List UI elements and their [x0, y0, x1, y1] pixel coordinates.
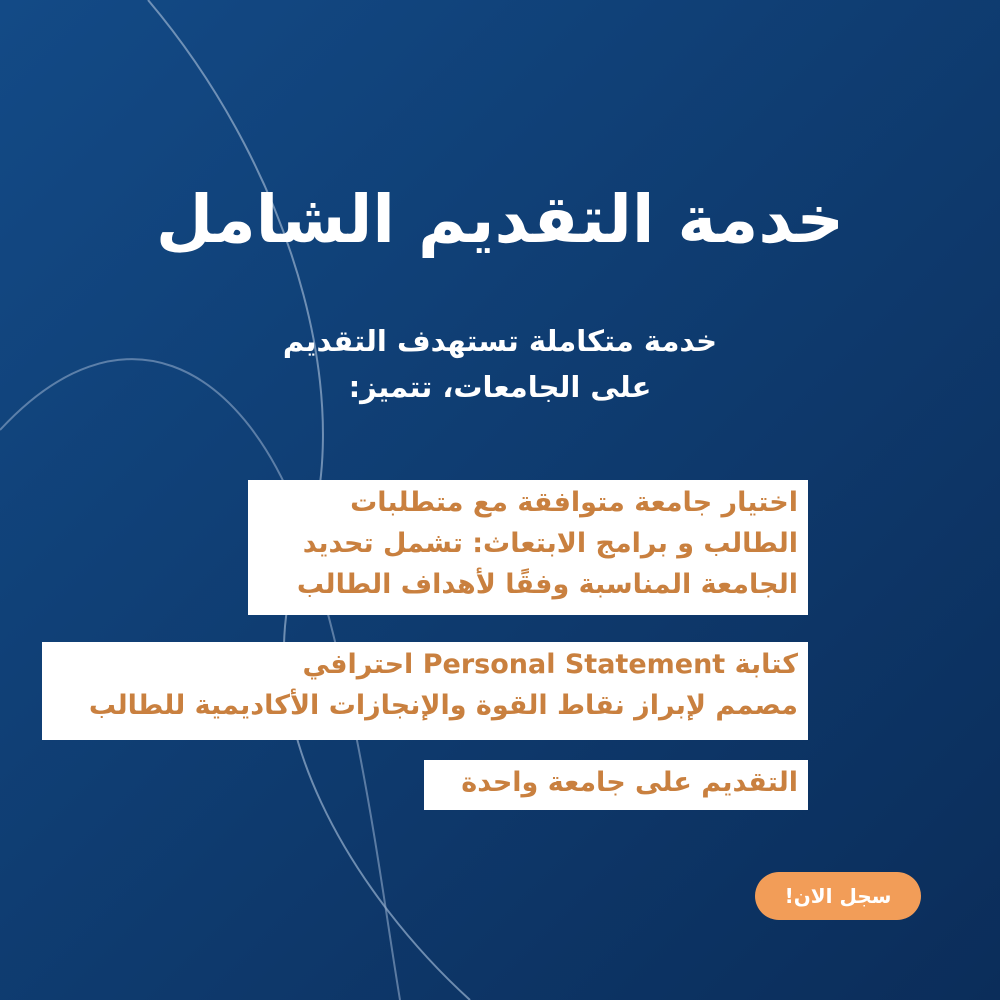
register-now-button[interactable]: سجل الان! — [755, 872, 921, 920]
page-title: خدمة التقديم الشامل — [155, 181, 845, 258]
subtitle — [0, 318, 1000, 410]
feature-3-line-1: التقديم على جامعة واحدة — [461, 767, 798, 798]
feature-2-line-1: كتابة Personal Statement احترافي — [302, 649, 798, 680]
feature-1-line-2: الطالب و برامج الابتعاث: تشمل تحديد — [302, 528, 798, 559]
feature-card-single-application — [424, 760, 808, 810]
feature-card-university-selection — [248, 480, 808, 615]
feature-1-line-3: الجامعة المناسبة وفقًا لأهداف الطالب — [296, 569, 798, 600]
feature-2-line-2: مصمم لإبراز نقاط القوة والإنجازات الأكاديمية للطالب — [88, 690, 798, 721]
subtitle-line-2: على الجامعات، تتميز: — [348, 370, 652, 404]
feature-1-line-1: اختيار جامعة متوافقة مع متطلبات — [350, 487, 798, 518]
subtitle-line-1: خدمة متكاملة تستهدف التقديم — [282, 324, 718, 358]
feature-card-personal-statement — [42, 642, 808, 740]
